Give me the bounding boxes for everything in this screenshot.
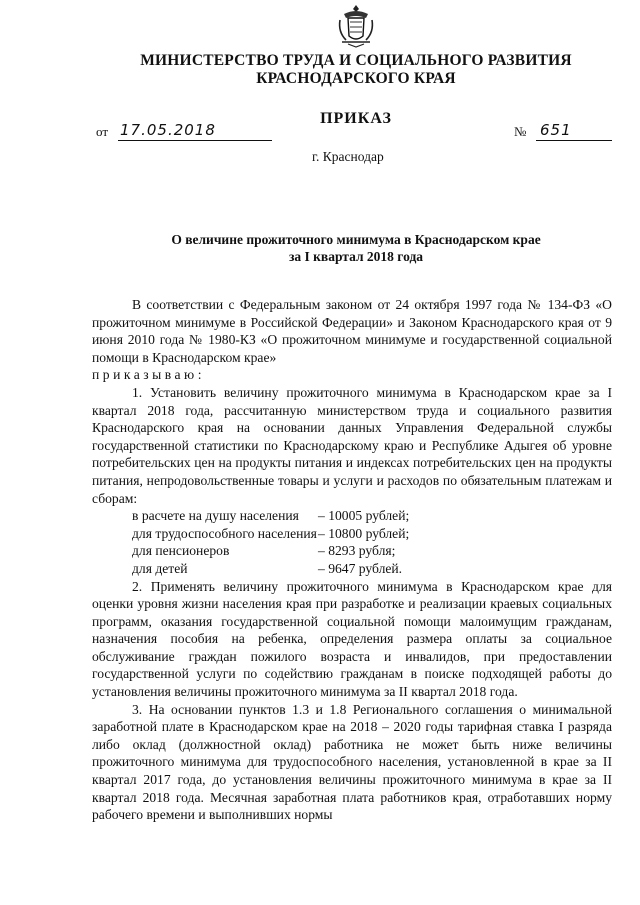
title-line1: О величине прожиточного минимума в Краснодарском крае xyxy=(171,232,541,247)
value-row xyxy=(92,542,612,560)
ministry-name-line2: КРАСНОДАРСКОГО КРАЯ xyxy=(256,70,456,87)
date-prefix: от xyxy=(96,124,109,139)
date-field xyxy=(118,120,272,141)
number-prefix: № xyxy=(514,124,527,139)
value-row xyxy=(92,507,612,525)
item-2: 2. Применять величину прожиточного минимума в Краснодарском крае для оценки уровня жизни населения края при разработке и реализации краевых социальных программ, оказания государственной социальной помощи малоимущим гражданам, назначения пособия на ребенка, определения размера оплаты за социальное обслуживание граждан пожилого возраста и инвалидов, при предоставлении государственной услуги по содействию гражданам в поиске подходящей работы до установления величины прожиточного минимума за II квартал 2018 года. xyxy=(92,578,612,700)
intro-paragraph: В соответствии с Федеральным законом от 24 октября 1997 года № 134-ФЗ «О прожиточном минимуме в Российской Федерации» и Законом Краснодарского края от 9 июня 2010 года № 1980-КЗ «О прожиточном минимуме и государственной социальной помощи в Краснодарском крае» xyxy=(92,297,612,365)
value-label: для пенсионеров xyxy=(132,543,230,559)
document-type: ПРИКАЗ xyxy=(320,110,392,127)
value-label: для трудоспособного населения xyxy=(132,525,317,541)
value-amount: – 10800 рублей; xyxy=(318,525,410,541)
value-row xyxy=(92,525,612,543)
value-amount: – 8293 рубля; xyxy=(318,543,396,559)
value-label: в расчете на душу населения xyxy=(132,508,299,524)
city: г. Краснодар xyxy=(312,149,384,164)
ministry-name-line1: МИНИСТЕРСТВО ТРУДА И СОЦИАЛЬНОГО РАЗВИТИЯ xyxy=(140,52,572,69)
value-row xyxy=(92,560,612,578)
value-amount: – 9647 рублей. xyxy=(318,560,403,576)
value-amount: – 10005 рублей; xyxy=(318,508,410,524)
number-field xyxy=(536,120,612,141)
order-word: приказываю: xyxy=(92,367,205,383)
number-value: 651 xyxy=(540,121,572,139)
item-1: 1. Установить величину прожиточного минимума в Краснодарском крае за I квартал 2018 года, рассчитанную министерством труда и социального развития Краснодарского края на основании данных Управления Федеральной службы государственной статистики по Краснодарскому краю и Республике Адыгея об уровне потребительских цен на продукты питания и индексах потребительских цен на продукты питания, непродовольственные товары и услуги и расходов по обязательным платежам и сборам: xyxy=(92,384,612,506)
value-label: для детей xyxy=(132,560,188,576)
item-3: 3. На основании пунктов 1.3 и 1.8 Регионального соглашения о минимальной заработной плате в Краснодарском крае на 2018 – 2020 годы тарифная ставка I разряда либо оклад (должностной оклад) работника не может быть ниже величины прожиточного минимума для трудоспособного населения, установленной в крае за II квартал 2017 года, до установления величины прожиточного минимума в крае за II квартал 2018 года. Месячная заработная плата работников края, отработавших норму рабочего времени и выполнивших нормы xyxy=(92,701,612,823)
document-body xyxy=(92,296,612,824)
date-value: 17.05.2018 xyxy=(120,121,216,139)
coat-of-arms-icon xyxy=(336,2,376,48)
title-line2: за I квартал 2018 года xyxy=(288,249,424,264)
